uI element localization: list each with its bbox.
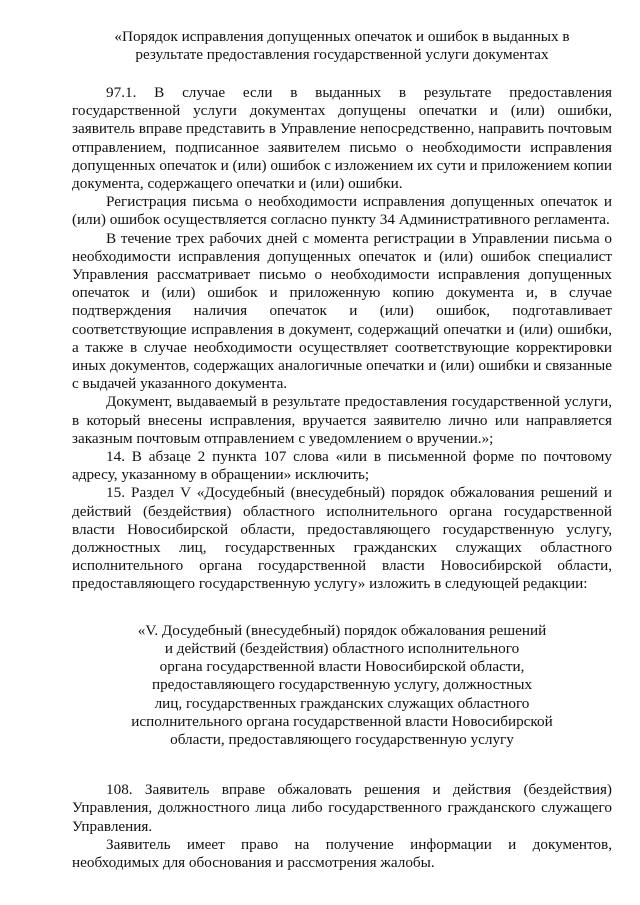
paragraph-registration: Регистрация письма о необходимости исправления допущенных опечаток и (или) ошибок осуществляется согласно пункту 34 Административного регламента. [72, 193, 612, 229]
paragraph-issued-document: Документ, выдаваемый в результате предоставления государственной услуги, в который внесены исправления, вручается заявителю лично или направляется заказным почтовым отправлением с уведомлением о вручении.»; [72, 393, 612, 447]
paragraph-item-14: 14. В абзаце 2 пункта 107 слова «или в письменной форме по почтовому адресу, указанному в обращении» исключить; [72, 448, 612, 484]
paragraph-item-15: 15. Раздел V «Досудебный (внесудебный) порядок обжалования решений и действий (бездействия) областного исполнительного органа государственной власти Новосибирской области, предоставляющего государственную услугу, должностных лиц, государственных гражданских служащих областного исполнительного органа государственной власти Новосибирской области, предоставляющего государственную услугу» изложить в следующей редакции: [72, 484, 612, 593]
heading-line: результате предоставления государственной услуги документах [135, 46, 549, 63]
paragraph-right-to-information: Заявитель имеет право на получение информации и документов, необходимых для обоснования и рассмотрения жалобы. [72, 835, 612, 871]
section-heading-line: органа государственной власти Новосибирской области, [159, 658, 525, 676]
paragraph-97-1: 97.1. В случае если в выданных в результате предоставления государственной услуги документах допущены опечатки и (или) ошибки, заявитель вправе представить в Управление непосредственно, направить почтовым отправлением, подписанное заявителем письмо о необходимости исправления допущенных опечаток и (или) ошибок с изложением их сути и приложением копии документа, содержащего опечатки и (или) ошибки. [72, 84, 612, 193]
section-v-heading [72, 622, 612, 749]
paragraph-108: 108. Заявитель вправе обжаловать решения и действия (бездействия) Управления, должностного лица либо государственного гражданского служащего Управления. [72, 781, 612, 835]
section-heading-line: и действий (бездействия) областного исполнительного [164, 639, 520, 657]
document-heading [72, 28, 612, 64]
section-heading-line: «V. Досудебный (внесудебный) порядок обжалования решений [137, 621, 547, 639]
section-heading-line: области, предоставляющего государственную услугу [170, 730, 514, 748]
paragraph-three-days: В течение трех рабочих дней с момента регистрации в Управлении письма о необходимости исправления допущенных опечаток и (или) ошибок специалист Управления рассматривает письмо о необходимости исправления допущенных опечаток и (или) ошибок и приложенную копию документа и, в случае подтверждения наличия опечаток и (или) ошибок, подготавливает соответствующие исправления в документ, содержащий опечатки и (или) ошибки, а также в случае необходимости осуществляет соответствующие корректировки иных документов, содержащих аналогичные опечатки и (или) ошибки и связанные с выдачей указанного документа. [72, 229, 612, 393]
heading-line: «Порядок исправления допущенных опечаток и ошибок в выданных в [114, 28, 570, 45]
section-heading-line: лиц, государственных гражданских служащих областного [154, 694, 530, 712]
section-heading-line: исполнительного органа государственной власти Новосибирской [131, 712, 553, 730]
section-heading-line: предоставляющего государственную услугу, должностных [151, 676, 533, 694]
